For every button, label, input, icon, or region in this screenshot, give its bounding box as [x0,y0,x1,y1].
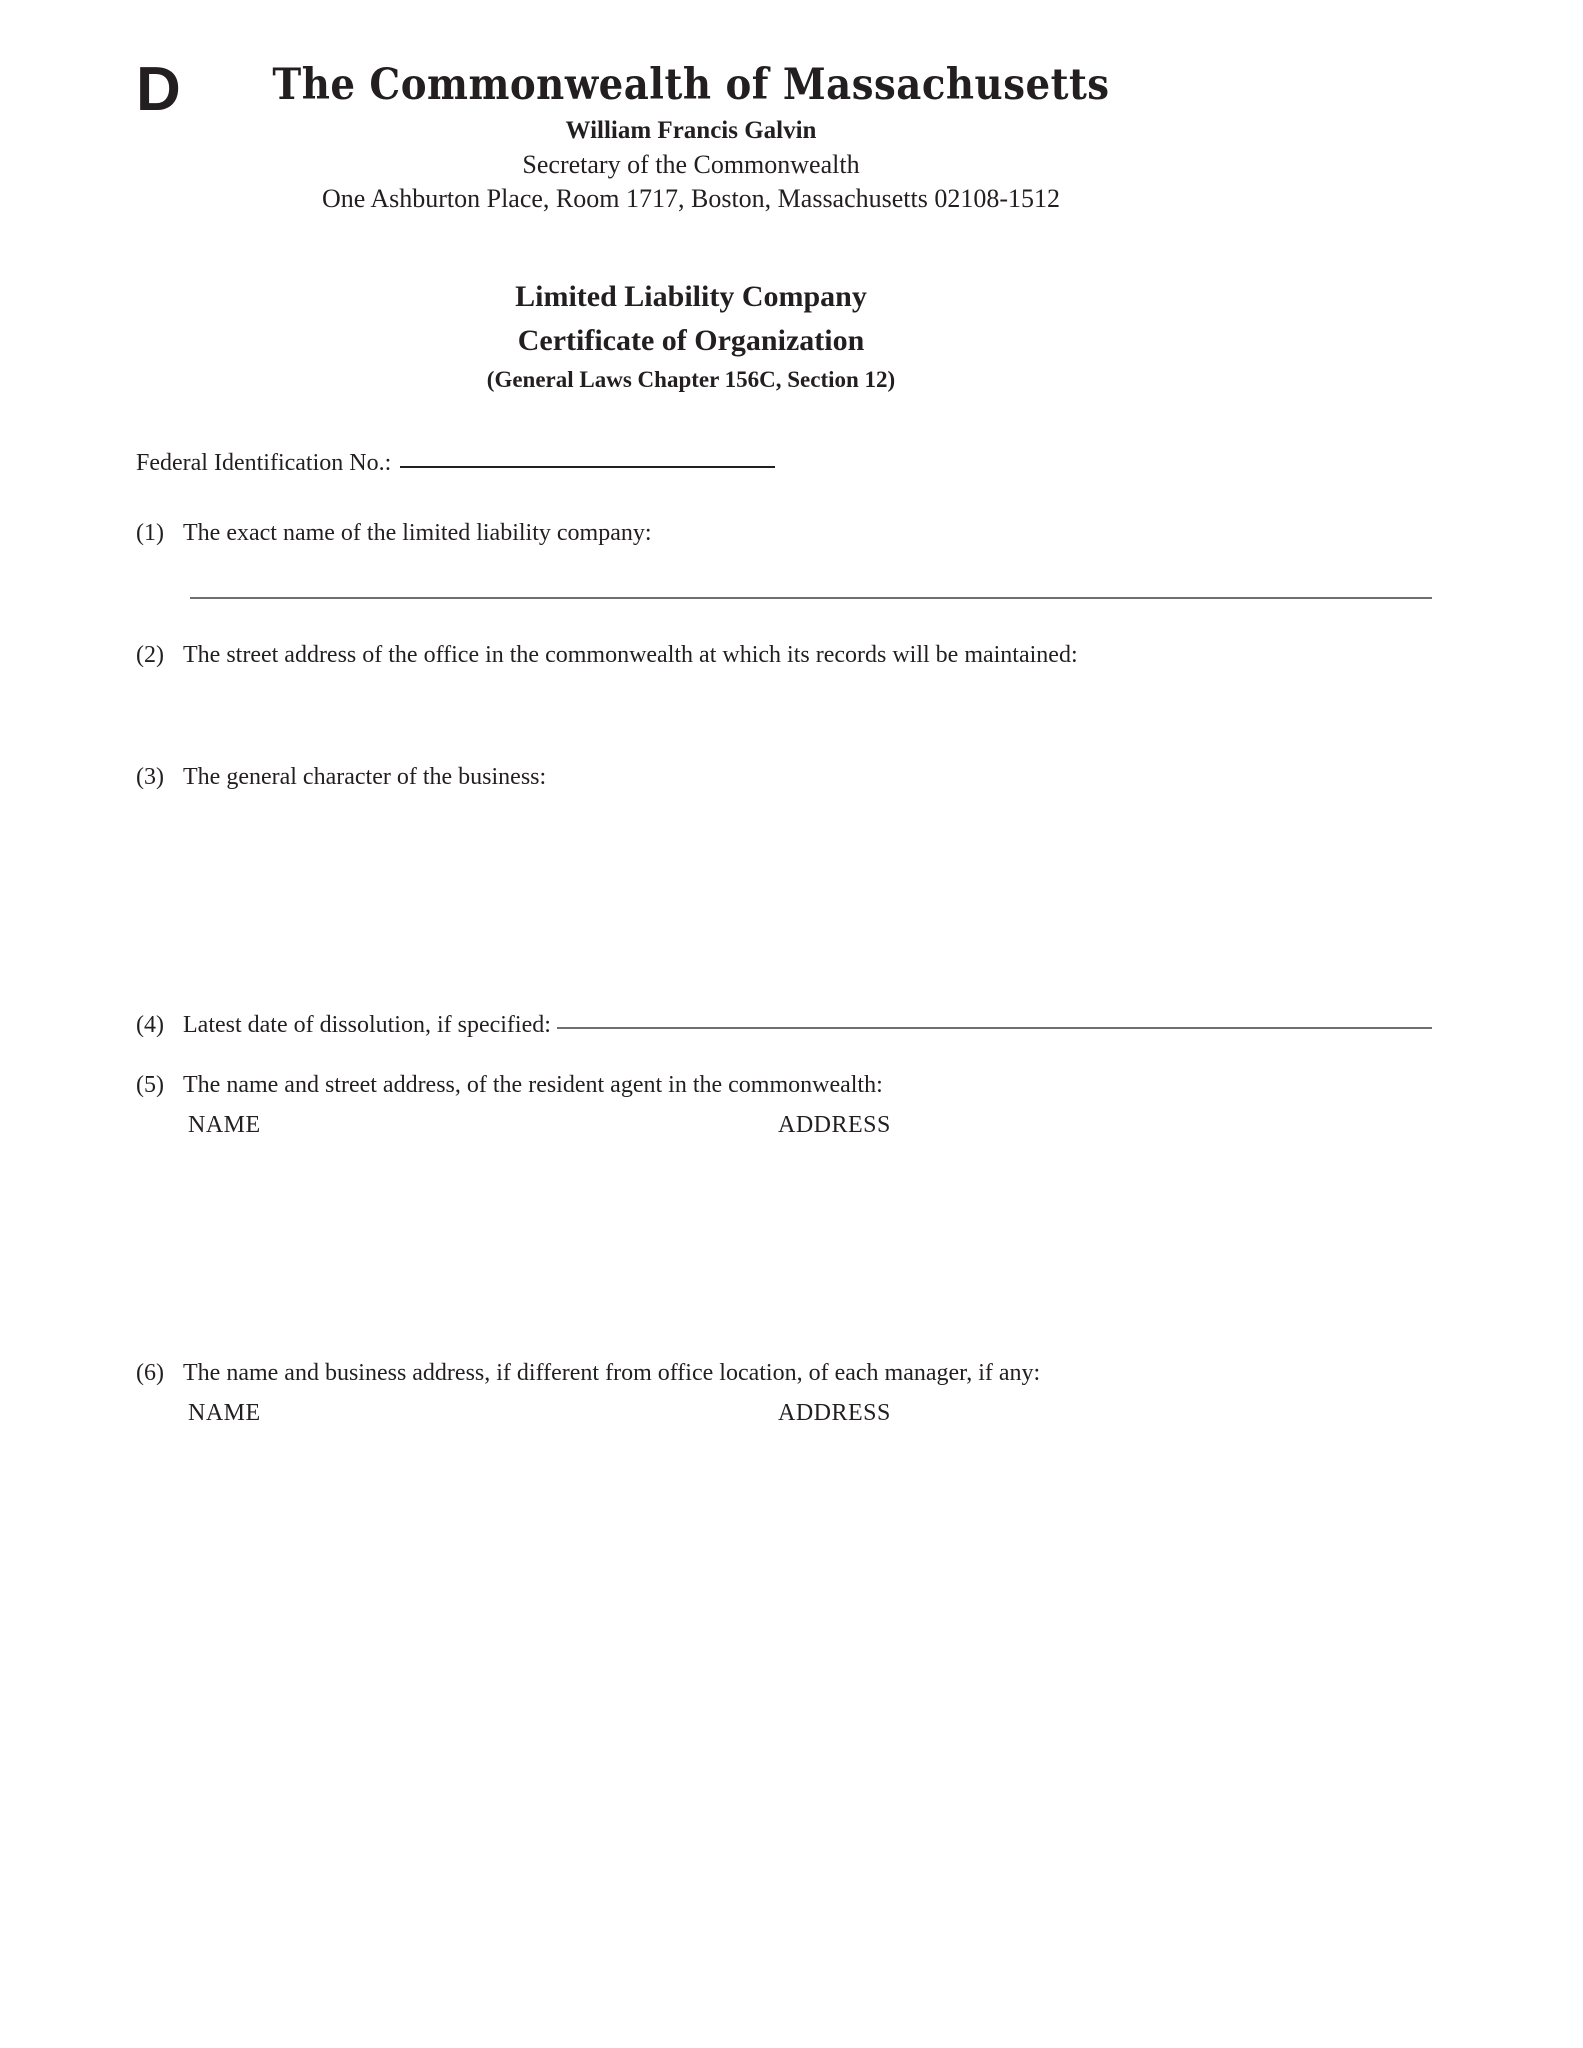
item-5-number: (5) [136,1072,164,1098]
item-5-address-header: ADDRESS [778,1112,891,1138]
item-1 [136,518,652,548]
secretary-role: Secretary of the Commonwealth [522,150,860,179]
item-1-number: (1) [136,520,164,546]
item-5-name-header: NAME [188,1112,261,1138]
commonwealth-title: The Commonwealth of Massachusetts [272,60,1110,110]
secretary-name: William Francis Galvin [565,117,817,144]
item-3-label: The general character of the business: [183,764,547,790]
item-5-label: The name and street address, of the resident agent in the commonwealth: [183,1072,883,1098]
item-2 [136,640,1078,670]
federal-id-label: Federal Identification No.: [136,450,392,476]
item-4-label: Latest date of dissolution, if specified: [183,1012,551,1038]
document-title-line-1: Limited Liability Company [515,280,867,313]
item-6-label: The name and business address, if different from office location, of each manager, if any: [183,1360,1041,1386]
document-title-block [136,275,1246,396]
item-4-number: (4) [136,1012,164,1038]
item-6 [136,1358,1040,1388]
item-2-number: (2) [136,642,164,668]
item-6-name-header: NAME [188,1400,261,1426]
document-statute-reference: (General Laws Chapter 156C, Section 12) [486,367,896,392]
item-1-label: The exact name of the limited liability company: [183,520,652,546]
item-6-input[interactable] [188,1438,1432,1638]
item-5 [136,1070,883,1100]
item-2-label: The street address of the office in the commonwealth at which its records will be maintained: [183,642,1078,668]
federal-id-row [136,448,775,478]
item-4 [136,1010,1432,1040]
item-5-input[interactable] [188,1150,1432,1330]
item-3-number: (3) [136,764,164,790]
item-3-input[interactable] [190,800,1432,980]
item-1-input[interactable] [190,597,1432,599]
form-code-letter: D [136,55,180,124]
masthead [136,55,1246,215]
federal-id-input[interactable] [400,466,775,468]
item-4-input[interactable] [557,1027,1432,1029]
office-address: One Ashburton Place, Room 1717, Boston, Massachusetts 02108-1512 [321,184,1061,213]
item-2-input[interactable] [190,678,1432,758]
document-title-line-2: Certificate of Organization [517,324,865,357]
item-6-number: (6) [136,1360,164,1386]
item-3 [136,762,546,792]
item-6-address-header: ADDRESS [778,1400,891,1426]
